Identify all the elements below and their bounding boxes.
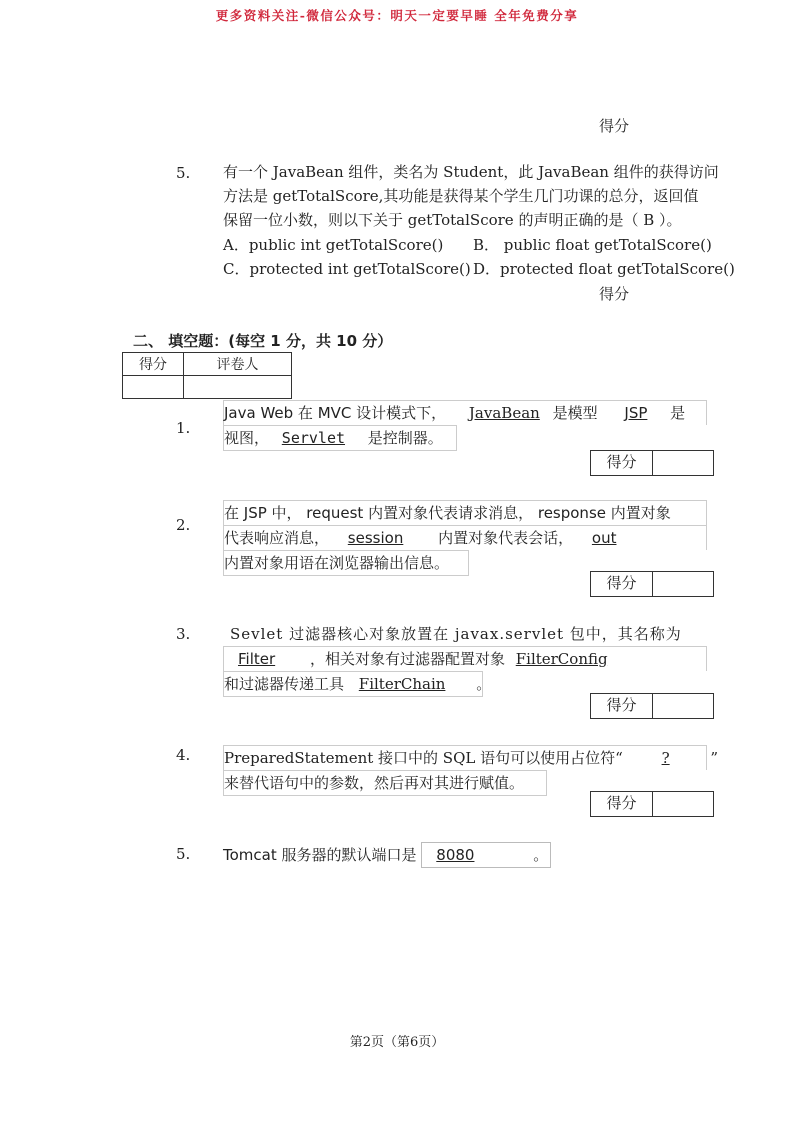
- question-text: [223, 400, 707, 451]
- question-line: 有一个 JavaBean 组件，类名为 Student，此 JavaBean 组件的获得访问: [223, 163, 719, 181]
- score-box: [590, 693, 714, 719]
- score-box: [590, 791, 714, 817]
- question-text-part: PreparedStatement 接口中的 SQL 语句可以使用占位符“: [224, 749, 623, 767]
- question-number: 4.: [176, 746, 191, 764]
- question-number: 5.: [176, 845, 191, 863]
- score-label: 得分: [599, 285, 630, 303]
- option-c: C．protected int getTotalScore(): [223, 260, 471, 278]
- answer-blank: session: [347, 529, 404, 547]
- option-d: D．protected float getTotalScore(): [473, 260, 735, 278]
- question-line: Sevlet 过滤器核心对象放置在 javax.servlet 包中，其名称为: [230, 625, 682, 643]
- question-line: 来替代语句中的参数，然后再对其进行赋值。: [223, 770, 547, 796]
- score-box-label: 得分: [591, 572, 653, 596]
- score-box-label: 得分: [591, 792, 653, 816]
- question-text-part: 和过滤器传递工具: [224, 675, 345, 693]
- question-text-part: ，相关对象有过滤器配置对象: [309, 650, 505, 668]
- answer-blank: FilterChain: [358, 675, 446, 693]
- question-number: 1.: [176, 419, 191, 437]
- question-text-part: 是控制器。: [367, 429, 443, 447]
- eval-score-cell: [123, 376, 184, 399]
- eval-grader-cell: [184, 376, 292, 399]
- question-text-part: ”: [710, 749, 719, 767]
- question-text: [223, 842, 551, 868]
- score-box-label: 得分: [591, 451, 653, 475]
- answer-blank: ?: [661, 749, 670, 767]
- question-text-part: 是模型: [552, 404, 598, 422]
- question-text-part: 。: [476, 675, 492, 693]
- question-text-part: 。: [533, 846, 549, 864]
- question-line: 保留一位小数，则以下关于 getTotalScore 的声明正确的是（ B ）。: [223, 211, 682, 229]
- section-heading: 二、 填空题：(每空 1 分，共 10 分）: [133, 332, 393, 350]
- score-box: [590, 450, 714, 476]
- answer-blank: out: [591, 529, 617, 547]
- question-text-part: 是: [670, 404, 686, 422]
- question-number: 5.: [176, 164, 191, 182]
- question-text: [223, 745, 719, 796]
- question-text-part: 视图，: [224, 429, 270, 447]
- answer-blank: Filter: [238, 650, 276, 668]
- option-b: B． public float getTotalScore(): [473, 236, 712, 254]
- score-box-label: 得分: [591, 694, 653, 718]
- question-line: 内置对象用语在浏览器输出信息。: [223, 550, 469, 576]
- question-number: 3.: [176, 625, 191, 643]
- question-line: 方法是 getTotalScore,其功能是获得某个学生几门功课的总分，返回值: [223, 187, 699, 205]
- promo-banner: 更多资料关注-微信公众号：明天一定要早睡 全年免费分享: [215, 8, 579, 23]
- score-label: 得分: [599, 117, 630, 135]
- score-box: [590, 571, 714, 597]
- question-text: [223, 160, 719, 232]
- answer-blank: JavaBean: [468, 404, 540, 422]
- answer-blank: FilterConfig: [515, 650, 608, 668]
- question-text-part: Java Web 在 MVC 设计模式下，: [224, 404, 447, 422]
- question-number: 2.: [176, 516, 191, 534]
- eval-header-grader: 评卷人: [184, 353, 292, 376]
- question-text: [223, 500, 707, 576]
- question-text-part: Tomcat 服务器的默认端口是: [223, 846, 417, 864]
- option-a: A．public int getTotalScore(): [223, 236, 444, 254]
- question-text-part: 内置对象代表会话，: [438, 529, 574, 547]
- answer-blank: 8080: [436, 846, 475, 864]
- answer-blank: JSP: [624, 404, 648, 422]
- question-line: 在 JSP 中， request 内置对象代表请求消息， response 内置对象: [223, 500, 707, 525]
- page-footer: 第2页（第6页）: [349, 1035, 445, 1050]
- answer-blank: Servlet: [281, 429, 346, 447]
- question-text-part: 代表响应消息，: [224, 529, 330, 547]
- evaluation-table: [122, 352, 292, 399]
- question-text: [223, 646, 707, 697]
- eval-header-score: 得分: [123, 353, 184, 376]
